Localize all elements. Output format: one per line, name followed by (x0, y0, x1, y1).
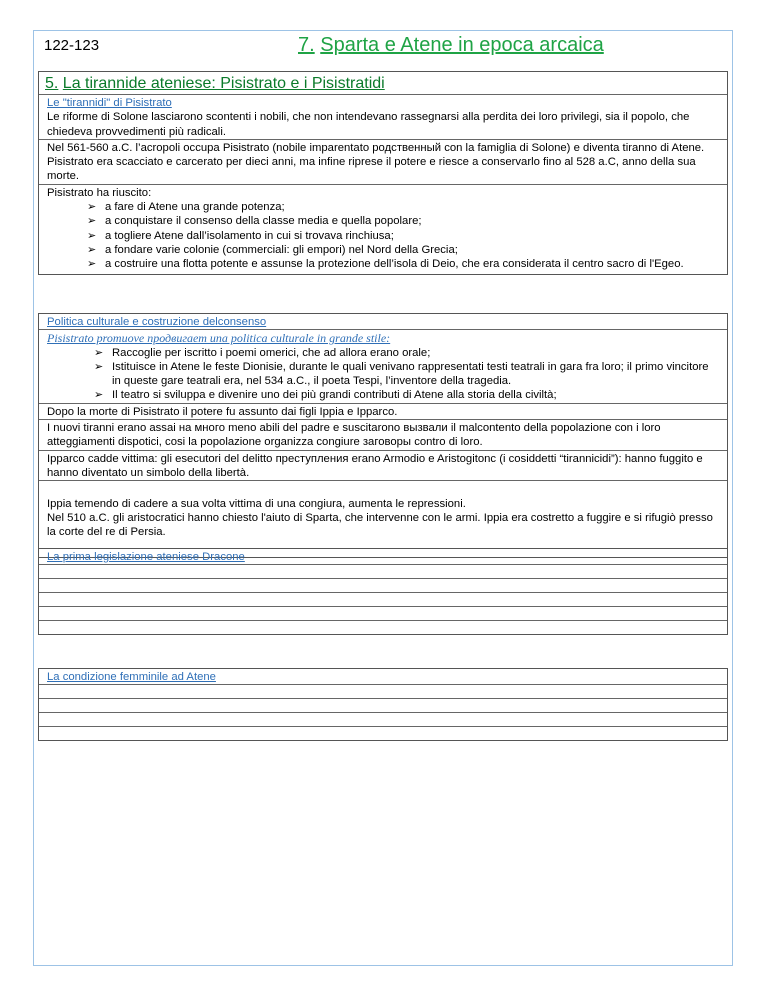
empty-line (39, 726, 727, 740)
paragraph: I nuovi tiranni erano assai на много meno abili del padre e suscitarono вызвали il malcontento della popolazione con i loro atteggiamenti dispotici, cosi la popolazione organizza congiure заговоры contro di loro. (47, 422, 661, 449)
list-item: ➢ a fare di Atene una grande potenza; (87, 201, 285, 214)
text-block (39, 480, 727, 556)
empty-line (39, 684, 727, 698)
list-item: ➢ a fondare varie colonie (commerciali: gli empori) nel Nord della Grecia; (87, 243, 458, 256)
subsection-title: La condizione femminile ad Atene (47, 671, 216, 683)
section-cultural-policy (38, 313, 728, 558)
text-block (39, 139, 727, 184)
section-pisistrato (38, 71, 728, 275)
arrow-bullet-icon: ➢ (87, 243, 97, 256)
empty-line (39, 698, 727, 712)
paragraph: Pisistrato era scacciato e carcerato per dieci anni, ma infine riprese il potere e riesce a conservarlo fino al 528 a.C, anno della sua morte. (47, 156, 696, 183)
italic-lead: Pisistrato promuove продвигает una politica culturale in grande stile: (47, 331, 391, 346)
text-block (39, 419, 727, 450)
text-block (39, 450, 727, 481)
list-intro: Pisistrato ha riuscito: (47, 186, 152, 199)
subsection-heading (39, 314, 727, 329)
text-block (39, 184, 727, 274)
arrow-bullet-icon: ➢ (94, 389, 104, 402)
paragraph: Ippia temendo di cadere a sua volta vittima di una congiura, aumenta le repressioni. Nel 510 a.C. gli aristocratici hanno chiesto l'aiuto di Sparta, che intervenne con le armi. Ippia era costretto a fuggire e si rifugiò presso la corte del re di Persia. (47, 497, 713, 539)
section-female-condition (38, 668, 728, 741)
chapter-title-text: Sparta e Atene in epoca arcaica (320, 34, 604, 56)
section-title: La tirannide ateniese: Pisistrato e i Pisistratidi (62, 75, 385, 92)
empty-line (39, 578, 727, 592)
text-block (39, 329, 727, 402)
policy-list (47, 346, 719, 403)
subsection-title: La prima legislazione ateniese Dracone (47, 551, 245, 563)
arrow-bullet-icon: ➢ (87, 229, 97, 242)
subsection-title: Politica culturale e costruzione delconsenso (47, 316, 267, 328)
empty-line (39, 620, 727, 634)
subsection-heading (39, 669, 727, 684)
list-item: ➢ a costruire una flotta potente e assunse la protezione dell’isola di Deio, che era considerata il centro sacro di l'Egeo. (87, 258, 684, 271)
paragraph: Le riforme di Solone lasciarono scontenti i nobili, che non intendevano rassegnarsi alla perdita dei loro privilegi, sia il popolo, che chiedeva provvedimenti più radicali. (47, 111, 690, 138)
arrow-bullet-icon: ➢ (94, 360, 104, 373)
empty-line (39, 606, 727, 620)
arrow-bullet-icon: ➢ (87, 258, 97, 271)
subsection-heading (39, 549, 727, 564)
text-block (39, 403, 727, 419)
list-item: ➢ a conquistare il consenso della classe media e quella popolare; (87, 215, 422, 228)
list-item: ➢ Raccoglie per iscritto i poemi omerici, che ad allora erano orale; (94, 346, 431, 359)
section-number: 5. (45, 75, 59, 92)
list-item: ➢ Il teatro si sviluppa e divenire uno dei più grandi contributi di Atene alla storia della civiltà; (94, 389, 557, 402)
section-heading (39, 72, 727, 94)
empty-line (39, 564, 727, 578)
achievement-list (47, 200, 719, 271)
paragraph: Nel 561-560 a.C. l’acropoli occupa Pisistrato (nobile imparentato родственный con la famiglia di Solone) e diventa tiranno di Atene. (47, 141, 705, 154)
empty-line (39, 712, 727, 726)
section-dracone (38, 548, 728, 635)
list-item: ➢ Istituisce in Atene le feste Dionisie, durante le quali venivano rappresentati testi teatrali in gara fra loro; il primo vincitore in queste gare teatrali era, nel 534 a.C., il poeta Tespi, l’inventore della tragedia. (94, 360, 709, 388)
empty-line (39, 592, 727, 606)
chapter-title (298, 34, 604, 57)
text-block (39, 94, 727, 139)
paragraph: Dopo la morte di Pisistrato il potere fu assunto dai figli Ippia e Ipparco. (47, 405, 398, 418)
chapter-number: 7. (298, 34, 315, 56)
arrow-bullet-icon: ➢ (87, 215, 97, 228)
list-item: ➢ a togliere Atene dall’isolamento in cui si trovava rinchiusa; (87, 229, 394, 242)
page-number: 122-123 (44, 37, 100, 54)
paragraph: Ipparco cadde vittima: gli esecutori del delitto преступления erano Armodio e Aristogitonc (i cosiddetti “tirannicidi”): hanno fuggito e hanno diventato un simbolo della libertà. (47, 452, 703, 479)
arrow-bullet-icon: ➢ (94, 346, 104, 359)
arrow-bullet-icon: ➢ (87, 201, 97, 214)
subsection-title: Le "tirannidi" di Pisistrato (47, 97, 172, 109)
